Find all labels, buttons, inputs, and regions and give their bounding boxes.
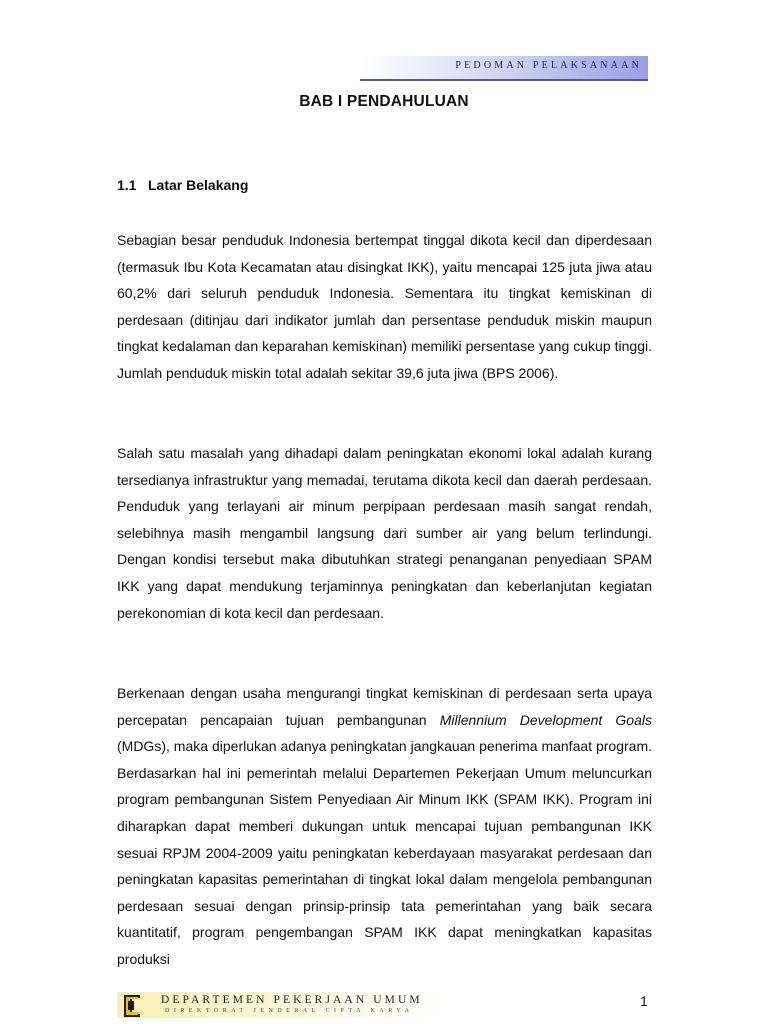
section-number: 1.1 bbox=[117, 177, 137, 193]
footer-directorate: DIREKTORAT JENDERAL CIPTA KARYA bbox=[165, 1008, 414, 1014]
header-rule bbox=[360, 79, 648, 81]
paragraph-1: Sebagian besar penduduk Indonesia bertempat tinggal dikota kecil dan diperdesaan (termasuk Ibu Kota Kecamatan atau disingkat IKK), yaitu mencapai 125 juta jiwa atau 60,2% dari seluruh penduduk Indonesia. Sementara itu tingkat kemiskinan di perdesaan (ditinjau dari indikator jumlah dan persentase penduduk miskin maupun tingkat kedalaman dan keparahan kemiskinan) memiliki persentase yang cukup tinggi. Jumlah penduduk miskin total adalah sekitar 39,6 juta jiwa (BPS 2006). bbox=[117, 232, 652, 381]
paragraph-3-text-b: (MDGs), maka diperlukan adanya peningkatan jangkauan penerima manfaat program. Berdasarkan hal ini pemerintah melalui Departemen Pekerjaan Umum meluncurkan program pembangunan Sistem Penyediaan Air Minum IKK (SPAM IKK). Program ini diharapkan dapat memberi dukungan untuk mencapai tujuan pembangunan IKK sesuai RPJM 2004-2009 yaitu peningkatan keberdayaan masyarakat perdesaan dan peningkatan kapasitas pemerintahan di tingkat lokal dalam mengelola pembangunan perdesaan sesuai dengan prinsip-prinsip tata pemerintahan yang baik secara kuantitatif, program pengembangan SPAM IKK dapat meningkatkan kapasitas produksi bbox=[117, 738, 652, 967]
paragraph-3 bbox=[117, 680, 652, 973]
section-heading bbox=[117, 177, 248, 193]
running-header-title: PEDOMAN PELAKSANAAN bbox=[455, 60, 642, 71]
chapter-title: BAB I PENDAHULUAN bbox=[299, 93, 469, 110]
pu-logo-icon bbox=[121, 993, 143, 1017]
page-number: 1 bbox=[640, 993, 648, 1009]
footer-band bbox=[117, 992, 445, 1018]
paragraph-3-text-a: Berkenaan dengan usaha mengurangi tingkat kemiskinan di perdesaan serta upaya percepatan pencapaian tujuan pembangunan bbox=[117, 685, 652, 728]
running-header bbox=[360, 56, 648, 80]
section-title: Latar Belakang bbox=[148, 177, 249, 193]
mdg-term: Millennium Development Goals bbox=[439, 711, 652, 728]
footer-department: DEPARTEMEN PEKERJAAN UMUM bbox=[161, 994, 423, 1006]
paragraph-2: Salah satu masalah yang dihadapi dalam peningkatan ekonomi lokal adalah kurang tersedianya infrastruktur yang memadai, terutama dikota kecil dan daerah perdesaan. Penduduk yang terlayani air minum perpipaan perdesaan masih sangat rendah, selebihnya masih mengambil langsung dari sumber air yang belum terlindungi. Dengan kondisi tersebut maka dibutuhkan strategi penanganan penyediaan SPAM IKK yang dapat mendukung terjaminnya peningkatan dan keberlanjutan kegiatan perekonomian di kota kecil dan perdesaan. bbox=[117, 445, 652, 621]
